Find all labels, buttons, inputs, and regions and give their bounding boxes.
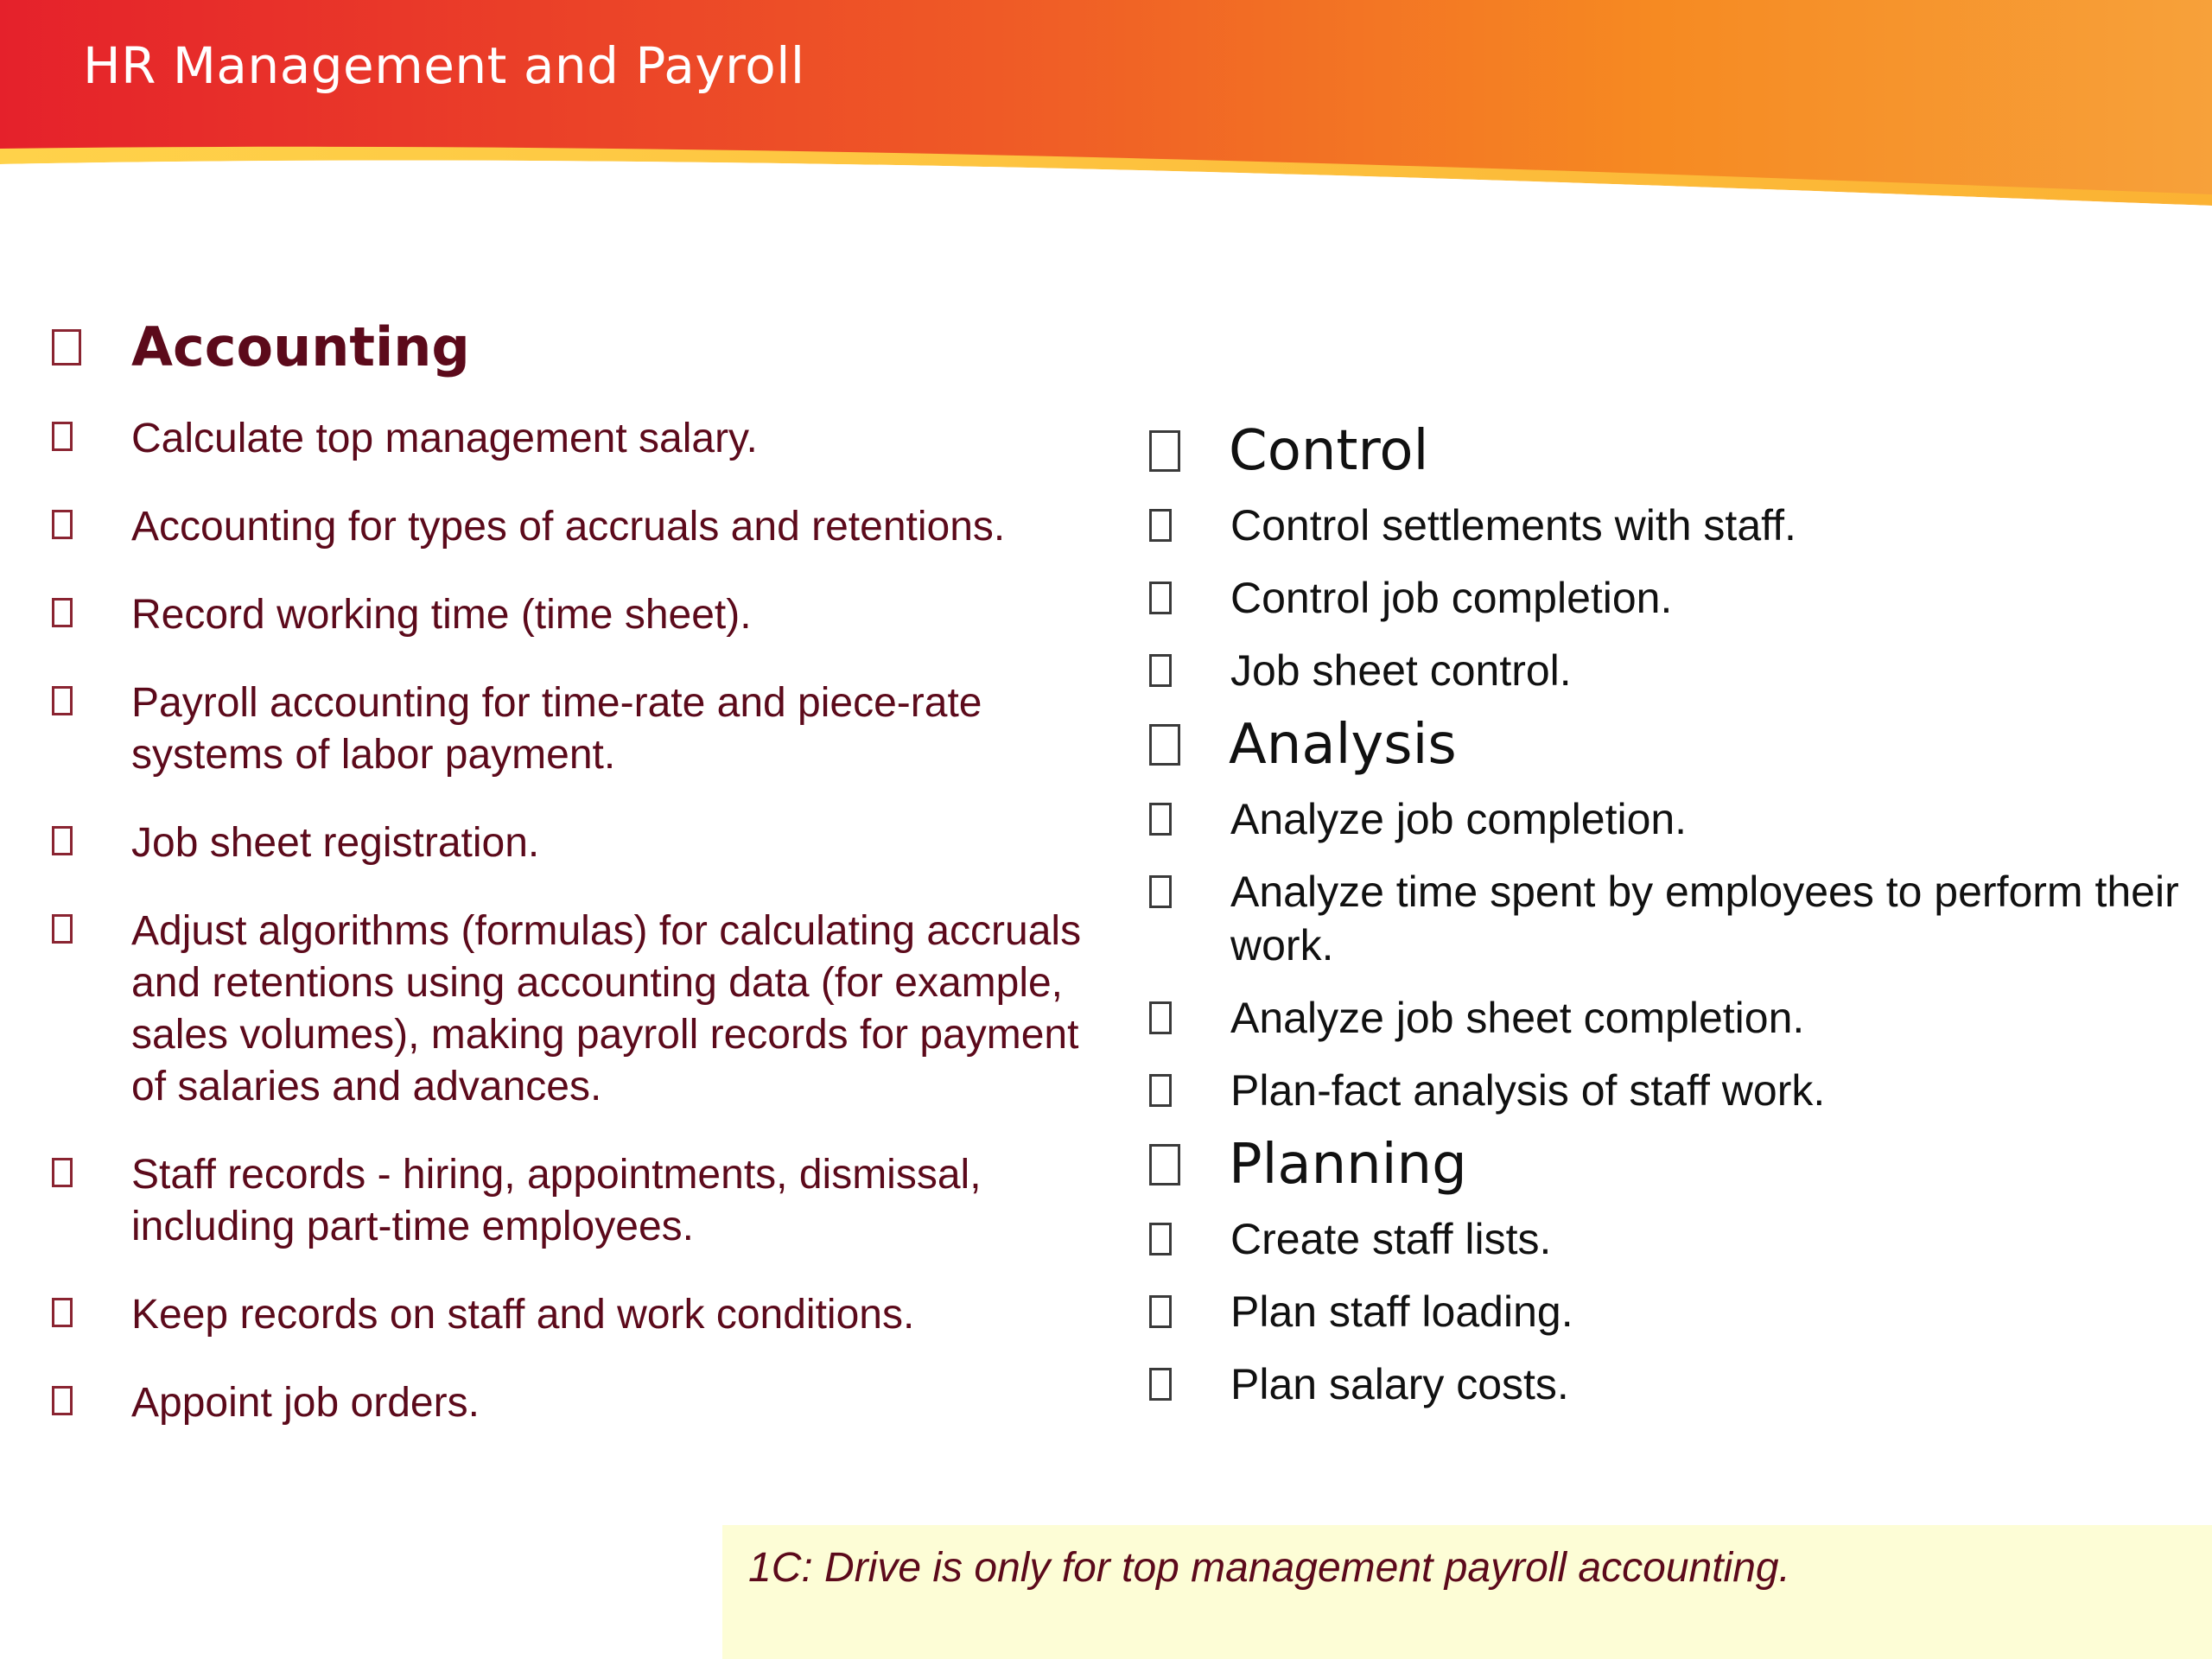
list-item bbox=[1149, 571, 2186, 625]
header-banner bbox=[0, 0, 2212, 216]
list-item bbox=[52, 677, 1106, 781]
checkbox-bullet-icon bbox=[1149, 430, 1180, 472]
checkbox-bullet-icon bbox=[1149, 1295, 1172, 1328]
list-item-text: Plan-fact analysis of staff work. bbox=[1230, 1066, 1826, 1115]
list-item-text: Analyze job completion. bbox=[1230, 795, 1688, 843]
list-item bbox=[1149, 1357, 2186, 1411]
list-item-text: Control settlements with staff. bbox=[1230, 501, 1796, 550]
checkbox-bullet-icon bbox=[52, 1298, 73, 1327]
list-item-text: Plan salary costs. bbox=[1230, 1360, 1569, 1408]
list-item bbox=[52, 1149, 1106, 1253]
list-item bbox=[1149, 1064, 2186, 1117]
checkbox-bullet-icon bbox=[1149, 582, 1172, 614]
footnote-text: 1C: Drive is only for top management payroll accounting. bbox=[748, 1545, 1790, 1591]
list-item-text: Calculate top management salary. bbox=[131, 416, 758, 461]
analysis-section bbox=[1149, 713, 2186, 1117]
accounting-section bbox=[52, 315, 1106, 1429]
checkbox-bullet-icon bbox=[1149, 724, 1180, 766]
list-item-text: Staff records - hiring, appointments, dismissal, including part-time employees. bbox=[131, 1152, 982, 1249]
list-item-text: Adjust algorithms (formulas) for calculating accruals and retentions using accounting data (for example, sales volumes), making payroll records for payment of salaries and advances. bbox=[131, 908, 1082, 1109]
list-item bbox=[1149, 792, 2186, 846]
checkbox-bullet-icon bbox=[1149, 1223, 1172, 1255]
list-item-text: Payroll accounting for time-rate and piece-rate systems of labor payment. bbox=[131, 680, 982, 778]
list-item bbox=[1149, 1285, 2186, 1338]
list-item-text: Create staff lists. bbox=[1230, 1215, 1552, 1263]
planning-section bbox=[1149, 1133, 2186, 1411]
list-item bbox=[1149, 1212, 2186, 1266]
list-item bbox=[1149, 499, 2186, 552]
checkbox-bullet-icon bbox=[52, 1158, 73, 1187]
section-title: Planning bbox=[1229, 1133, 1467, 1197]
planning-heading bbox=[1149, 1133, 2186, 1197]
list-item-text: Analyze job sheet completion. bbox=[1230, 994, 1805, 1042]
list-item bbox=[1149, 991, 2186, 1045]
list-item bbox=[52, 817, 1106, 869]
list-item bbox=[52, 906, 1106, 1113]
list-item-text: Job sheet control. bbox=[1230, 646, 1572, 695]
footnote-callout bbox=[722, 1525, 2212, 1659]
list-item-text: Appoint job orders. bbox=[131, 1380, 480, 1426]
list-item-text: Record working time (time sheet). bbox=[131, 592, 752, 638]
checkbox-bullet-icon bbox=[1149, 1368, 1172, 1401]
checkbox-bullet-icon bbox=[1149, 509, 1172, 542]
list-item-text: Plan staff loading. bbox=[1230, 1287, 1573, 1336]
header-gradient-shape bbox=[0, 0, 2212, 216]
checkbox-bullet-icon bbox=[1149, 803, 1172, 836]
checkbox-bullet-icon bbox=[1149, 1074, 1172, 1107]
section-title: Accounting bbox=[131, 315, 470, 378]
checkbox-bullet-icon bbox=[1149, 1001, 1172, 1034]
list-item bbox=[52, 413, 1106, 465]
checkbox-bullet-icon bbox=[52, 826, 73, 855]
checkbox-bullet-icon bbox=[52, 686, 73, 715]
page-title: HR Management and Payroll bbox=[83, 36, 805, 95]
list-item-text: Keep records on staff and work conditions. bbox=[131, 1292, 915, 1338]
accounting-heading bbox=[52, 315, 1106, 378]
list-item bbox=[1149, 644, 2186, 697]
control-heading bbox=[1149, 419, 2186, 483]
control-section bbox=[1149, 419, 2186, 697]
list-item bbox=[1149, 865, 2186, 972]
list-item-text: Job sheet registration. bbox=[131, 820, 540, 866]
checkbox-bullet-icon bbox=[52, 598, 73, 627]
checkbox-bullet-icon bbox=[52, 914, 73, 944]
right-column bbox=[1149, 419, 2186, 1411]
list-item bbox=[52, 1289, 1106, 1341]
checkbox-bullet-icon bbox=[52, 329, 81, 365]
checkbox-bullet-icon bbox=[52, 510, 73, 539]
section-title: Analysis bbox=[1229, 713, 1457, 777]
list-item bbox=[52, 1377, 1106, 1429]
list-item bbox=[52, 589, 1106, 641]
list-item bbox=[52, 501, 1106, 553]
checkbox-bullet-icon bbox=[1149, 654, 1172, 687]
checkbox-bullet-icon bbox=[1149, 875, 1172, 908]
checkbox-bullet-icon bbox=[1149, 1144, 1180, 1185]
list-item-text: Accounting for types of accruals and retentions. bbox=[131, 504, 1006, 550]
list-item-text: Control job completion. bbox=[1230, 574, 1673, 622]
checkbox-bullet-icon bbox=[52, 422, 73, 451]
analysis-heading bbox=[1149, 713, 2186, 777]
list-item-text: Analyze time spent by employees to perform their work. bbox=[1230, 868, 2179, 969]
section-title: Control bbox=[1229, 419, 1429, 483]
checkbox-bullet-icon bbox=[52, 1386, 73, 1415]
